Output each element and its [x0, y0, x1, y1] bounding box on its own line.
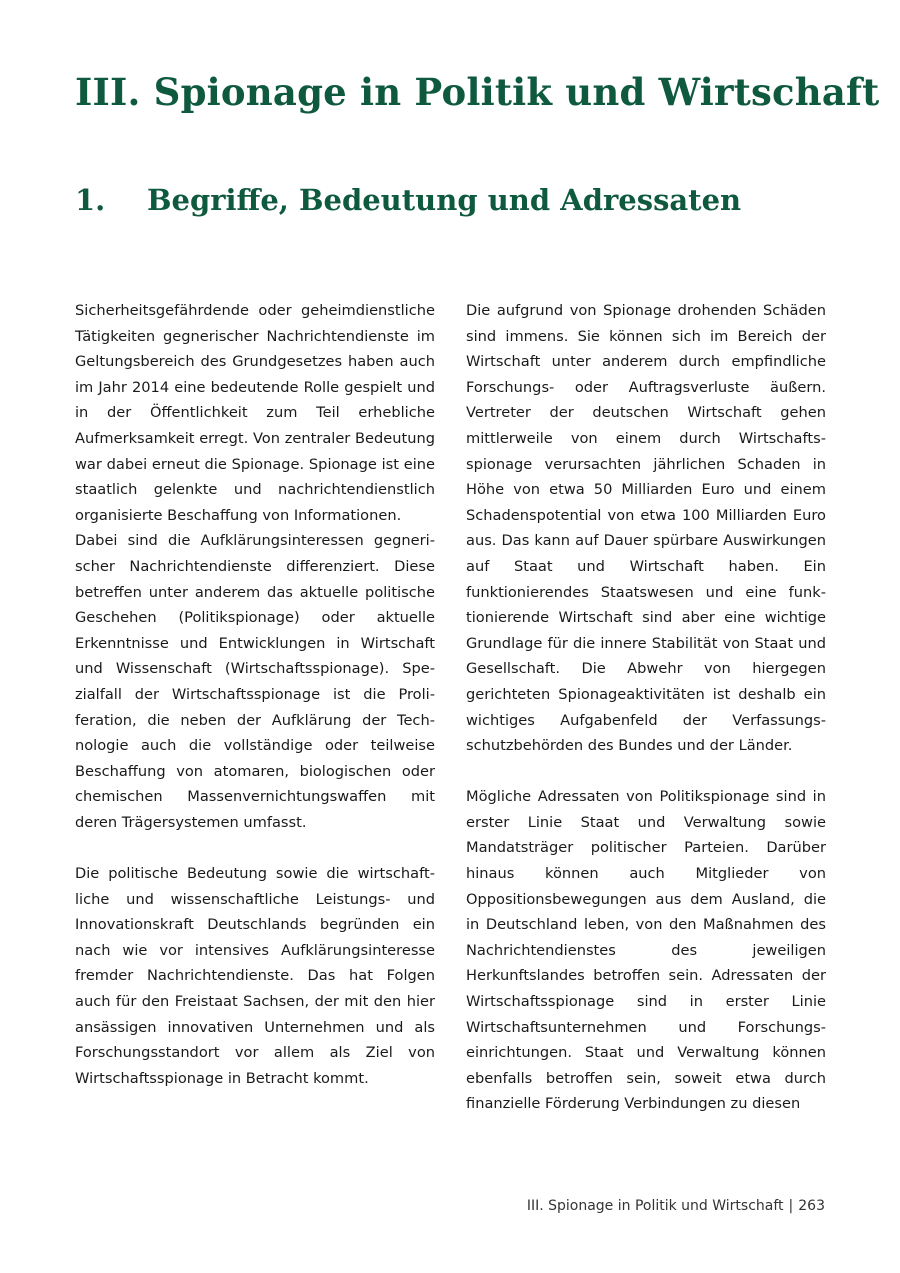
paragraph: Die aufgrund von Spionage drohenden Schäden sind immens. Sie können sich im Bereich der Wirtschaft unter anderem durch empfindliche Forschungs- oder Auftragsverluste äußern. Vertreter der deutschen Wirtschaft gehen mittlerweile von einem durch Wirtschaftsspionage verursachten jährlichen Schaden in Höhe von etwa 50 Milliarden Euro und einem Schadenspotential von etwa 100 Milliarden Euro aus. Das kann auf Dauer spürbare Auswirkungen auf Staat und Wirtschaft haben. Ein funktionierendes Staatswesen und eine funktionierende Wirtschaft sind aber eine wichtige Grundlage für die innere Stabilität von Staat und Gesellschaft. Die Abwehr von hiergegen gerichteten Spionageaktivitäten ist deshalb ein wichtiges Aufgabenfeld der Verfassungsschutzbehörden des Bundes und der Länder. [466, 302, 826, 755]
running-title: III. Spionage in Politik und Wirtschaft [526, 1198, 784, 1214]
paragraph: Mögliche Adressaten von Politikspionage sind in erster Linie Staat und Verwaltung sowie Mandatsträger politischer Parteien. Darüber hinaus können auch Mitglieder von Oppositionsbewegungen aus dem Ausland, die in Deutschland leben, von den Maßnahmen des Nachrichtendienstes des jeweiligen Herkunftslandes betroffen sein. Adressaten der Wirtschaftsspionage sind in erster Linie Wirtschaftsunternehmen und Forschungseinrichtungen. Staat und Verwaltung können ebenfalls betroffen sein, soweit etwa durch finanzielle Förderung Verbindungen zu diesen [466, 788, 826, 1113]
section-title-text: Begriffe, Bedeutung und Adressaten [147, 183, 742, 217]
page-footer [527, 1198, 825, 1214]
right-column [466, 298, 826, 1117]
paragraph: Sicherheitsgefährdende oder geheimdienstliche Tätigkeiten gegnerischer Nachrichtendienste im Geltungsbereich des Grundgesetzes haben auch im Jahr 2014 eine bedeutende Rolle gespielt und in der Öffentlichkeit zum Teil erhebliche Aufmerksamkeit erregt. Von zentraler Bedeutung war dabei erneut die Spionage. Spionage ist eine staatlich gelenkte und nachrichtendienstlich organisierte Beschaffung von Informationen. [75, 302, 435, 524]
paragraph: Die politische Bedeutung sowie die wirtschaftliche und wissenschaftliche Leistungs- und Innovationskraft Deutschlands begründen ein nach wie vor intensives Aufklärungsinteresse fremder Nachrichtendienste. Das hat Folgen auch für den Freistaat Sachsen, der mit den hier ansässigen innovativen Unternehmen und als Forschungsstandort vor allem als Ziel von Wirtschaftsspionage in Betracht kommt. [75, 865, 435, 1087]
page-number: 263 [798, 1198, 825, 1214]
chapter-title: III. Spionage in Politik und Wirtschaft [75, 70, 880, 114]
left-column [75, 298, 435, 1091]
section-title [75, 183, 741, 217]
footer-separator: | [788, 1198, 794, 1214]
section-number: 1. [75, 183, 106, 217]
paragraph: Dabei sind die Aufklärungsinteressen gegnerischer Nachrichtendienste differenziert. Diese betreffen unter anderem das aktuelle politische Geschehen (Politikspionage) oder aktuelle Erkenntnisse und Entwicklungen in Wirtschaft und Wissenschaft (Wirtschaftsspionage). Spezialfall der Wirtschaftsspionage ist die Proliferation, die neben der Aufklärung der Technologie auch die vollständige oder teilweise Beschaffung von atomaren, biologischen oder chemischen Massenvernichtungswaffen mit deren Trägersystemen umfasst. [75, 532, 435, 831]
